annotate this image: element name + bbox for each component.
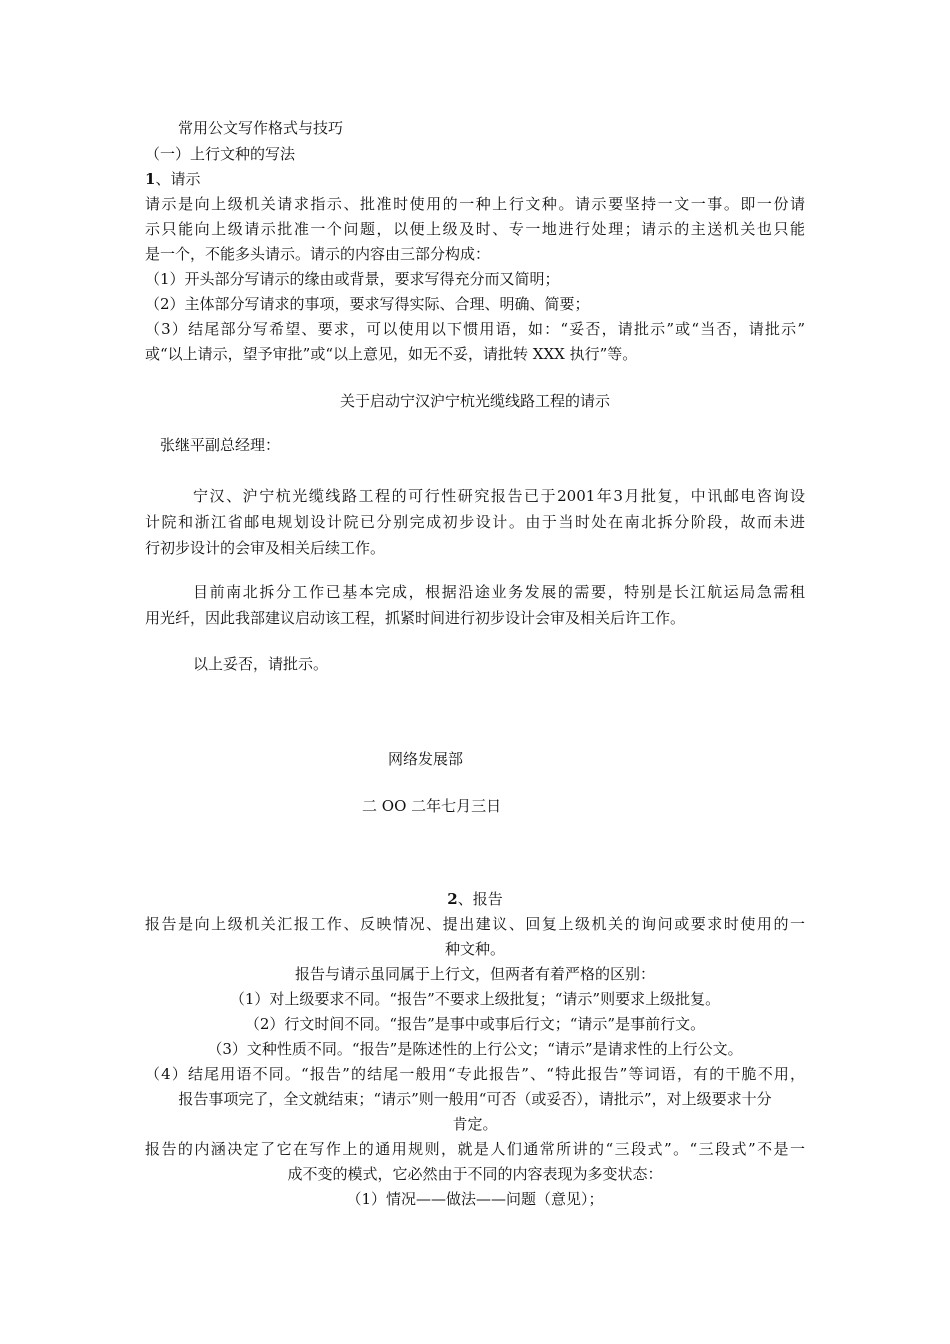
baogao-line: 种文种。 [444, 940, 505, 958]
baogao-line: （2）行文时间不同。“报告”是事中或事后行文；“请示”是事前行文。 [244, 1015, 706, 1033]
baogao-heading-number: 2 [447, 890, 458, 908]
baogao-line: （1）情况——做法——问题（意见）； [346, 1190, 604, 1208]
example-date: 二 OO 二年七月三日 [362, 797, 502, 815]
baogao-line: 报告是向上级机关汇报工作、反映情况、提出建议、回复上级机关的询问或要求时使用的一 [145, 915, 805, 933]
example-salutation: 张继平副总经理： [160, 436, 281, 454]
baogao-line: 报告的内涵决定了它在写作上的通用规则，就是人们通常所讲的“三段式”。“三段式”不是一 [145, 1140, 805, 1158]
example-para1-line: 行初步设计的会审及相关后续工作。 [145, 539, 386, 557]
example-sender: 网络发展部 [388, 750, 464, 768]
baogao-line: 肯定。 [452, 1115, 498, 1133]
qingshi-heading [145, 168, 200, 190]
qingshi-heading-text: 、请示 [155, 170, 201, 188]
example-para1-line: 计院和浙江省邮电规划设计院已分别完成初步设计。由于当时处在南北拆分阶段，故而未进 [145, 513, 805, 531]
baogao-line: 报告与请示虽同属于上行文，但两者有着严格的区别： [294, 965, 655, 983]
qingshi-part: 或“以上请示，望予审批”或“以上意见，如无不妥，请批转 XXX 执行”等。 [145, 345, 638, 363]
baogao-line: （1）对上级要求不同。“报告”不要求上级批复；“请示”则要求上级批复。 [229, 990, 721, 1008]
qingshi-part: （3）结尾部分写希望、要求，可以使用以下惯用语，如：“妥否，请批示”或“当否，请批示” [145, 320, 805, 338]
example-title: 关于启动宁汉沪宁杭光缆线路工程的请示 [339, 392, 610, 410]
baogao-line: 报告事项完了，全文就结束；“请示”则一般用“可否（或妥否），请批示”，对上级要求十分 [178, 1090, 772, 1108]
qingshi-heading-number: 1 [145, 170, 156, 188]
qingshi-intro-line: 请示是向上级机关请求指示、批准时使用的一种上行文种。请示要坚持一文一事。即一份请 [145, 195, 805, 213]
example-para2-line: 目前南北拆分工作已基本完成，根据沿途业务发展的需要，特别是长江航运局急需租 [193, 583, 805, 601]
qingshi-intro-line: 示只能向上级请示批准一个问题，以便上级及时、专一地进行处理；请示的主送机关也只能 [145, 220, 805, 238]
example-closing: 以上妥否，请批示。 [193, 655, 329, 673]
section-heading: （一）上行文种的写法 [145, 145, 296, 163]
example-para1-line: 宁汉、沪宁杭光缆线路工程的可行性研究报告已于2001年3月批复，中讯邮电咨询设 [193, 487, 805, 505]
example-para2-line: 用光纤，因此我部建议启动该工程，抓紧时间进行初步设计会审及相关后许工作。 [145, 609, 686, 627]
baogao-line: （3）文种性质不同。“报告”是陈述性的上行公文；“请示”是请求性的上行公文。 [207, 1040, 743, 1058]
baogao-heading [145, 888, 805, 910]
qingshi-intro-line: 是一个，不能多头请示。请示的内容由三部分构成： [145, 245, 491, 263]
qingshi-part: （1）开头部分写请示的缘由或背景，要求写得充分而又简明； [145, 270, 560, 288]
baogao-heading-text: 、报告 [457, 890, 503, 908]
baogao-line: （4）结尾用语不同。“报告”的结尾一般用“专此报告”、“特此报告”等词语，有的干脆不用， [145, 1065, 805, 1083]
document-title: 常用公文写作格式与技巧 [178, 119, 344, 137]
qingshi-part: （2）主体部分写请求的事项，要求写得实际、合理、明确、简要； [145, 295, 590, 313]
baogao-line: 成不变的模式，它必然由于不同的内容表现为多变状态： [287, 1165, 663, 1183]
